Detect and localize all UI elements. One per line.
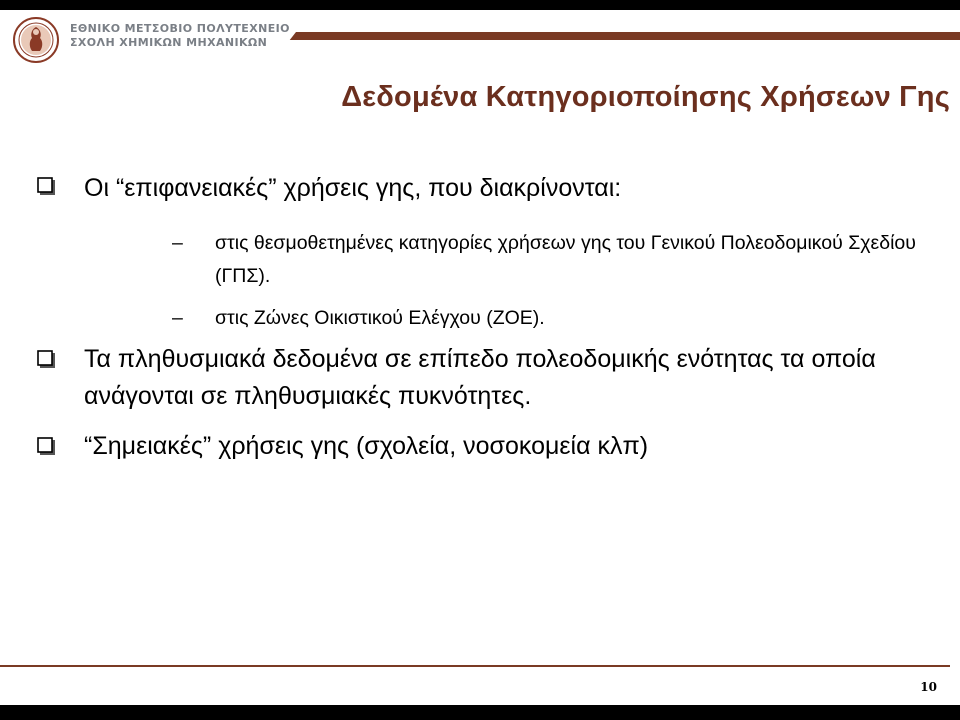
subitem-2-dash: – xyxy=(172,307,183,329)
bullet-3-text: “Σημειακές” χρήσεις γης (σχολεία, νοσοκομεία κλπ) xyxy=(84,432,649,460)
subitem-1-dash: – xyxy=(172,232,183,254)
checkbox-square-icon xyxy=(37,177,56,196)
institution-name xyxy=(70,22,290,50)
subitem-2-text: στις Ζώνες Οικιστικού Ελέγχου (ΖΟΕ). xyxy=(215,307,545,329)
institution-line-2: ΣΧΟΛΗ ΧΗΜΙΚΩΝ ΜΗΧΑΝΙΚΩΝ xyxy=(70,36,268,49)
bullet-1-text: Οι “επιφανειακές” χρήσεις γης, που διακρίνονται: xyxy=(84,174,622,202)
bullet-2-text: Τα πληθυσμιακά δεδομένα σε επίπεδο πολεοδομικής ενότητας τα οποία ανάγονται σε πληθυσμιακές πυκνότητες. xyxy=(84,345,876,410)
slide xyxy=(0,10,960,705)
footer-rule xyxy=(0,665,950,667)
institution-line-1: ΕΘΝΙΚΟ ΜΕΤΣΟΒΙΟ ΠΟΛΥΤΕΧΝΕΙΟ xyxy=(70,22,290,35)
checkbox-square-icon xyxy=(37,350,56,369)
header-band xyxy=(290,32,960,40)
university-seal-icon xyxy=(13,17,59,63)
page-number: 10 xyxy=(920,680,937,694)
slide-title: Δεδομένα Κατηγοριοποίησης Χρήσεων Γης xyxy=(341,81,950,113)
subitem-1-text: στις θεσμοθετημένες κατηγορίες χρήσεων γης του Γενικού Πολεοδομικού Σχεδίου (ΓΠΣ). xyxy=(215,232,916,287)
checkbox-square-icon xyxy=(37,437,56,456)
